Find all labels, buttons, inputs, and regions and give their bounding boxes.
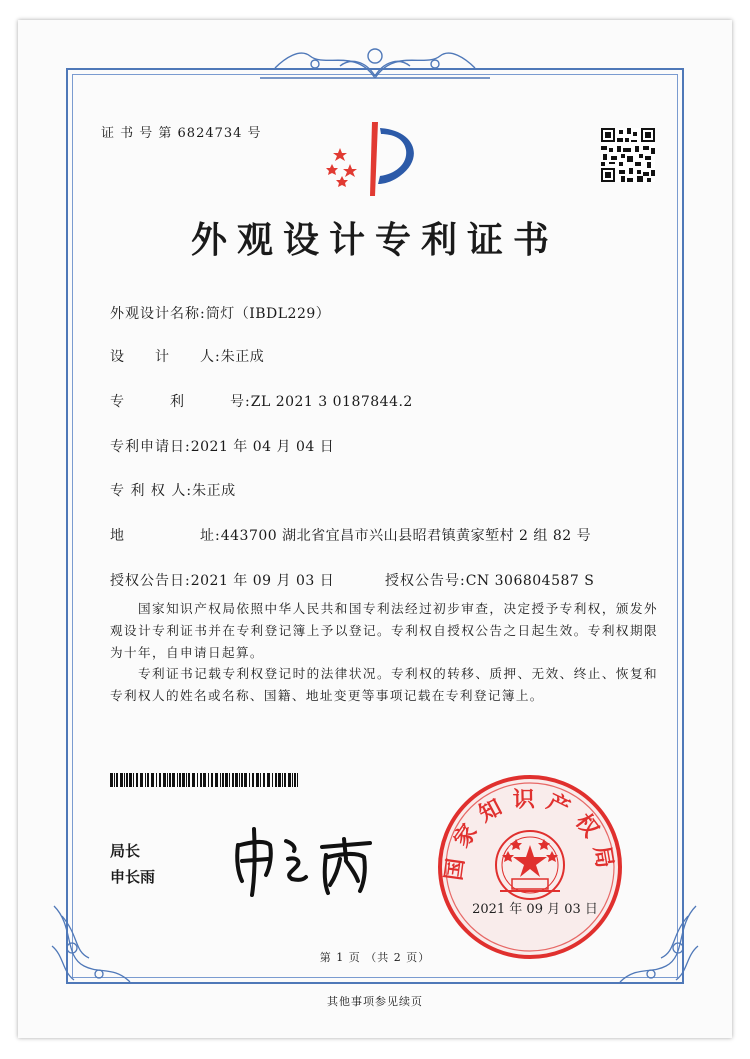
field-label: 授权公告日: (110, 573, 191, 589)
barcode-bar (163, 773, 166, 787)
barcode-bar (172, 773, 175, 787)
barcode-bar (292, 773, 293, 787)
field-value: 2021 年 04 月 04 日 (190, 439, 335, 455)
barcode-bar (211, 773, 213, 787)
barcode-bar (169, 773, 171, 787)
barcode-bar (294, 773, 296, 787)
field-value: 朱正成 (192, 483, 236, 499)
barcode-bar (203, 773, 206, 787)
barcode-bar (133, 773, 134, 787)
barcode-bar (156, 773, 157, 787)
barcode-bar (239, 773, 240, 787)
barcode-bar (272, 773, 273, 787)
barcode-bar (220, 773, 221, 787)
director-name: 申长雨 (110, 868, 156, 886)
barcode-bar (147, 773, 149, 787)
barcode-bar (297, 773, 298, 787)
barcode-bar (282, 773, 283, 787)
barcode-bar (124, 773, 125, 787)
official-seal-icon (436, 773, 624, 961)
barcode-bar (159, 773, 161, 787)
seal-date: 2021 年 09 月 03 日 (472, 902, 598, 917)
page-number: 第 1 页 （共 2 页） (319, 951, 431, 964)
barcode-bar (232, 773, 234, 787)
barcode-bar (278, 773, 281, 787)
field-label: 地 址: (110, 528, 221, 544)
paragraph-grant-statement: 国家知识产权局依照中华人民共和国专利法经过初步审查，决定授予专利权，颁发外观设计专利证书并在专利登记簿上予以登记。专利权自授权公告之日起生效。专利权期限为十年，自申请日起算。 (110, 601, 658, 660)
barcode-bar (275, 773, 277, 787)
field-designer (110, 346, 264, 366)
field-label: 专 利 号: (110, 394, 251, 410)
field-label: 外观设计名称: (110, 306, 206, 322)
field-value: ZL 2021 3 0187844.2 (250, 394, 413, 410)
field-label: 专 利 权 人: (110, 483, 193, 499)
field-value: 朱正成 (220, 349, 265, 365)
barcode-bar (167, 773, 168, 787)
barcode-bar (208, 773, 209, 787)
barcode-bar (120, 773, 123, 787)
barcode-bar (136, 773, 138, 787)
barcode-bar (114, 773, 115, 787)
qr-code-icon (601, 128, 655, 182)
barcode-bar (188, 773, 190, 787)
barcode-bar (260, 773, 261, 787)
barcode-bar (241, 773, 243, 787)
barcode-bar (244, 773, 247, 787)
barcode-bar (229, 773, 230, 787)
barcode-bar (145, 773, 146, 787)
barcode-bar (222, 773, 224, 787)
paragraph-legal-status: 专利证书记载专利权登记时的法律状况。专利权的转移、质押、无效、终止、恢复和专利权人的姓名或名称、国籍、地址变更等事项记载在专利登记簿上。 (110, 666, 658, 703)
barcode-bar (182, 773, 185, 787)
barcode-bar (140, 773, 143, 787)
barcode-bar (179, 773, 181, 787)
field-design-name (110, 303, 330, 323)
director-title: 局长 (110, 842, 141, 860)
barcode-bar (256, 773, 259, 787)
field-label: 专利申请日: (110, 439, 191, 455)
barcode-icon (110, 773, 298, 787)
barcode-bar (197, 773, 198, 787)
barcode-bar (252, 773, 254, 787)
signature-icon (230, 815, 380, 900)
continue-note: 其他事项参见续页 (327, 995, 423, 1008)
field-patent-no (110, 391, 413, 411)
barcode-bar (225, 773, 228, 787)
barcode-bar (186, 773, 187, 787)
barcode-bar (177, 773, 178, 787)
top-ornament-icon (255, 38, 495, 84)
barcode-bar (116, 773, 118, 787)
barcode-bar (267, 773, 270, 787)
barcode-bar (200, 773, 202, 787)
barcode-bar (288, 773, 291, 787)
cnipa-logo-icon (320, 118, 432, 200)
field-address (110, 525, 591, 545)
barcode-bar (192, 773, 195, 787)
field-label: 设 计 人: (110, 349, 221, 365)
field-grant-no (385, 570, 594, 590)
field-patentee (110, 480, 236, 500)
field-grant-date (110, 570, 334, 590)
field-filing-date (110, 436, 334, 456)
barcode-bar (263, 773, 265, 787)
field-label: 授权公告号: (385, 573, 466, 589)
barcode-bar (235, 773, 238, 787)
page-title: 外观设计专利证书 (190, 219, 559, 261)
barcode-bar (284, 773, 286, 787)
barcode-bar (110, 773, 113, 787)
field-value: 筒灯（IBDL229） (205, 306, 331, 322)
certificate-number: 证 书 号 第 6824734 号 (101, 126, 262, 141)
field-value: CN 306804587 S (465, 573, 595, 589)
field-value: 2021 年 09 月 03 日 (190, 573, 335, 589)
barcode-bar (129, 773, 132, 787)
barcode-bar (249, 773, 250, 787)
field-value: 443700 湖北省宜昌市兴山县昭君镇黄家堑村 2 组 82 号 (220, 528, 592, 544)
barcode-bar (126, 773, 128, 787)
barcode-bar (151, 773, 154, 787)
barcode-bar (215, 773, 218, 787)
seal-text: 国家知识产权局 (440, 786, 620, 883)
